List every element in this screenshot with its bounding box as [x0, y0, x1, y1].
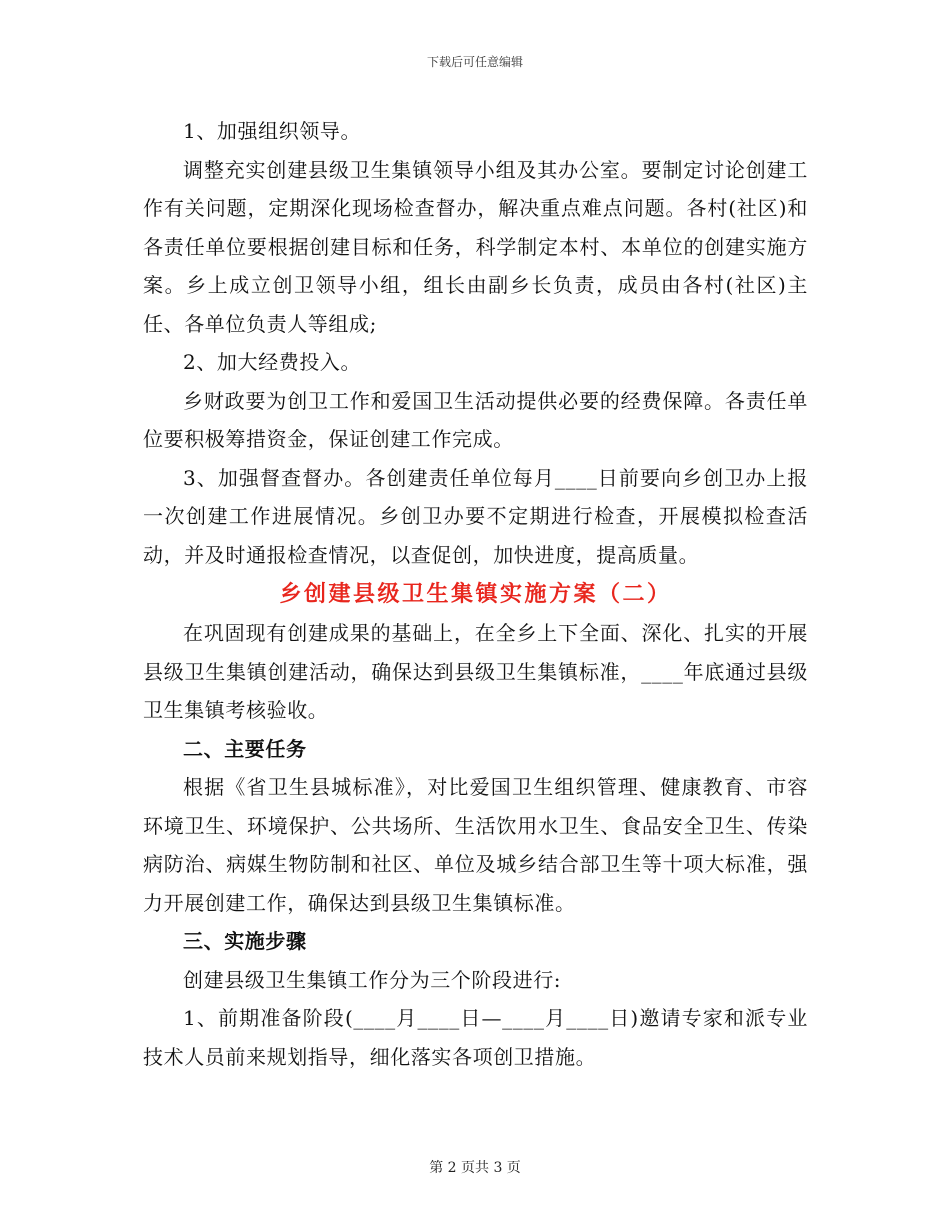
section-heading: 三、实施步骤	[183, 929, 307, 953]
page-header: 下载后可任意编辑	[426, 55, 523, 69]
document-body	[143, 112, 808, 1076]
paragraph: 乡财政要为创卫工作和爱国卫生活动提供必要的经费保障。各责任单位要积极筹措资金，保证创建工作完成。	[143, 388, 808, 451]
paragraph: 调整充实创建县级卫生集镇领导小组及其办公室。要制定讨论创建工作有关问题，定期深化现场检查督办，解决重点难点问题。各村(社区)和各责任单位要根据创建目标和任务，科学制定本村、本单位的创建实施方案。乡上成立创卫领导小组，组长由副乡长负责，成员由各村(社区)主任、各单位负责人等组成;	[143, 157, 808, 336]
paragraph: 3、加强督查督办。各创建责任单位每月____日前要向乡创卫办上报一次创建工作进展情况。乡创卫办要不定期进行检查，开展模拟检查活动，并及时通报检查情况，以查促创，加快进度，提高质量。	[143, 465, 808, 567]
paragraph: 创建县级卫生集镇工作分为三个阶段进行:	[183, 967, 562, 992]
paragraph: 根据《省卫生县城标准》，对比爱国卫生组织管理、健康教育、市容环境卫生、环境保护、公共场所、生活饮用水卫生、食品安全卫生、传染病防治、病媒生物防制和社区、单位及城乡结合部卫生等十项大标准，强力开展创建工作，确保达到县级卫生集镇标准。	[143, 775, 808, 915]
list-item-heading: 2、加大经费投入。	[183, 350, 362, 374]
paragraph: 1、前期准备阶段(____月____日—____月____日)邀请专家和派专业技术人员前来规划指导，细化落实各项创卫措施。	[143, 1006, 808, 1069]
section-title: 乡创建县级卫生集镇实施方案（二）	[279, 581, 672, 607]
section-heading: 二、主要任务	[183, 736, 307, 761]
page-footer: 第 2 页共 3 页	[429, 1160, 521, 1176]
list-item-heading: 1、加强组织领导。	[183, 119, 362, 143]
paragraph: 在巩固现有创建成果的基础上，在全乡上下全面、深化、扎实的开展县级卫生集镇创建活动，确保达到县级卫生集镇标准，____年底通过县级卫生集镇考核验收。	[143, 621, 808, 722]
